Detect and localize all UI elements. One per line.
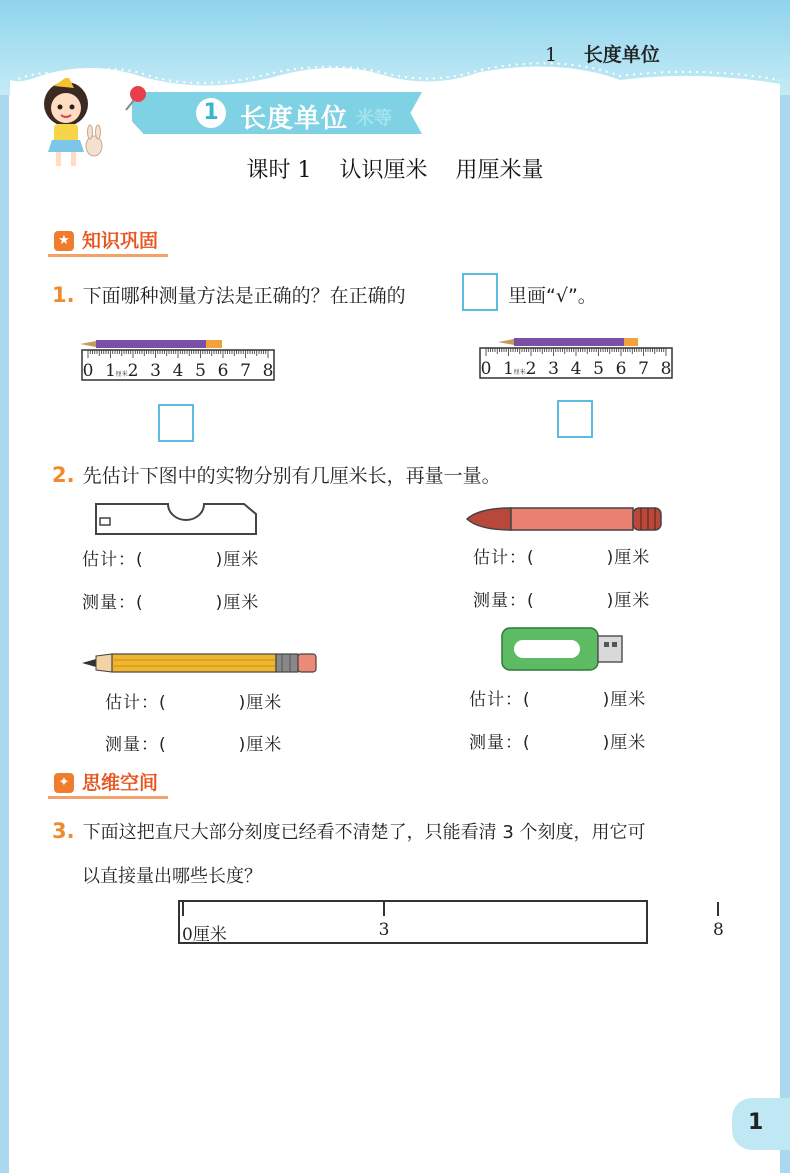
q1-answer-box-a[interactable] xyxy=(158,404,194,442)
estimate-label: 估计：( xyxy=(473,548,535,568)
unit-number-badge: 1 xyxy=(196,98,226,128)
measure-label: 测量：( xyxy=(105,735,167,755)
unit-label: )厘米 xyxy=(602,690,647,710)
ruler-number: 8 xyxy=(660,359,672,379)
unit-ghost-text: 米等 xyxy=(356,108,392,129)
ruler-number: 8 xyxy=(262,361,274,381)
measure-label: 测量：( xyxy=(469,733,531,753)
ruler-unit: 厘米 xyxy=(115,371,128,378)
ruler-number: 2 xyxy=(127,361,139,381)
broken-ruler-label: 0厘米 xyxy=(182,925,227,945)
estimate-label: 估计：( xyxy=(105,693,167,713)
unit-label: )厘米 xyxy=(215,593,260,613)
lesson-title xyxy=(0,153,790,184)
question-1-text-after: 里画“√”。 xyxy=(508,285,597,307)
star-icon: ★ xyxy=(54,231,74,251)
question-2-text: 先估计下图中的实物分别有几厘米长，再量一量。 xyxy=(82,465,501,487)
q1-answer-box-b[interactable] xyxy=(557,400,593,438)
question-3-line2: 以直接量出哪些长度？ xyxy=(82,866,262,887)
running-head xyxy=(545,40,660,67)
unit-label: )厘米 xyxy=(606,548,651,568)
lesson-title-b: 用厘米量 xyxy=(455,158,544,183)
pushpin-icon xyxy=(122,84,152,114)
question-1-text-before: 下面哪种测量方法是正确的？在正确的 xyxy=(82,285,406,307)
q2-obj1-measure xyxy=(82,588,259,613)
question-1-number: 1. xyxy=(52,283,75,307)
usb-drive-object xyxy=(500,626,626,672)
lightbulb-icon: ✦ xyxy=(54,773,74,793)
q2-obj4-estimate xyxy=(469,685,646,710)
broken-ruler xyxy=(178,900,724,945)
question-3 xyxy=(52,818,646,844)
q2-obj1-estimate xyxy=(82,545,259,570)
ruler-number: 3 xyxy=(548,359,559,379)
ruler-number: 1 xyxy=(105,361,116,381)
ruler-number: 5 xyxy=(195,361,206,381)
question-1 xyxy=(52,281,406,308)
header-cloud-band xyxy=(0,0,790,95)
unit-label: )厘米 xyxy=(238,693,283,713)
broken-ruler-tick xyxy=(383,902,385,916)
broken-ruler-tick xyxy=(717,902,719,916)
lesson-label: 课时 xyxy=(246,158,291,183)
lesson-title-a: 认识厘米 xyxy=(339,158,428,183)
ruler-a xyxy=(78,332,278,384)
unit-title: 长度单位 xyxy=(240,104,349,134)
ruler-number: 2 xyxy=(525,359,537,379)
question-2-number: 2. xyxy=(52,463,75,487)
ruler-number: 5 xyxy=(593,359,604,379)
section-thinking xyxy=(48,770,168,799)
running-head-title: 长度单位 xyxy=(583,44,660,66)
ruler-b xyxy=(476,330,676,382)
section-knowledge-label: 知识巩固 xyxy=(82,230,159,252)
ruler-number: 7 xyxy=(638,359,649,379)
ruler-unit: 厘米 xyxy=(513,369,526,376)
question-3-number: 3. xyxy=(52,819,75,843)
unit-label: )厘米 xyxy=(602,733,647,753)
section-thinking-label: 思维空间 xyxy=(82,772,159,794)
estimate-label: 估计：( xyxy=(469,690,531,710)
measure-label: 测量：( xyxy=(82,593,144,613)
q2-obj3-measure xyxy=(105,730,282,755)
estimate-label: 估计：( xyxy=(82,550,144,570)
ruler-number: 1 xyxy=(503,359,514,379)
crayon-object xyxy=(465,504,665,534)
ruler-number: 3 xyxy=(150,361,161,381)
ruler-number: 6 xyxy=(615,359,627,379)
section-knowledge xyxy=(48,228,168,257)
ruler-number: 0 xyxy=(82,361,94,381)
unit-label: )厘米 xyxy=(238,735,283,755)
ruler-piece-object xyxy=(94,502,258,536)
lesson-number: 1 xyxy=(297,158,312,183)
pencil-object xyxy=(80,651,320,675)
question-3-line1: 下面这把直尺大部分刻度已经看不清楚了，只能看清 3 个刻度，用它可 xyxy=(82,822,646,843)
ruler-number: 6 xyxy=(217,361,229,381)
q2-obj4-measure xyxy=(469,728,646,753)
ruler-number: 4 xyxy=(570,359,582,379)
q1-example-box xyxy=(462,273,498,311)
measure-label: 测量：( xyxy=(473,591,535,611)
ruler-number: 0 xyxy=(480,359,492,379)
ruler-number: 7 xyxy=(240,361,251,381)
running-head-number: 1 xyxy=(545,44,558,66)
unit-label: )厘米 xyxy=(606,591,651,611)
question-2 xyxy=(52,461,501,488)
q2-obj3-estimate xyxy=(105,688,282,713)
unit-label: )厘米 xyxy=(215,550,260,570)
broken-ruler-label: 8 xyxy=(712,920,724,940)
page-number: 1 xyxy=(748,1110,764,1135)
q2-obj2-measure xyxy=(473,586,650,611)
ruler-number: 4 xyxy=(172,361,184,381)
q2-obj2-estimate xyxy=(473,543,650,568)
broken-ruler-tick xyxy=(182,902,184,916)
broken-ruler-label: 3 xyxy=(378,920,390,940)
